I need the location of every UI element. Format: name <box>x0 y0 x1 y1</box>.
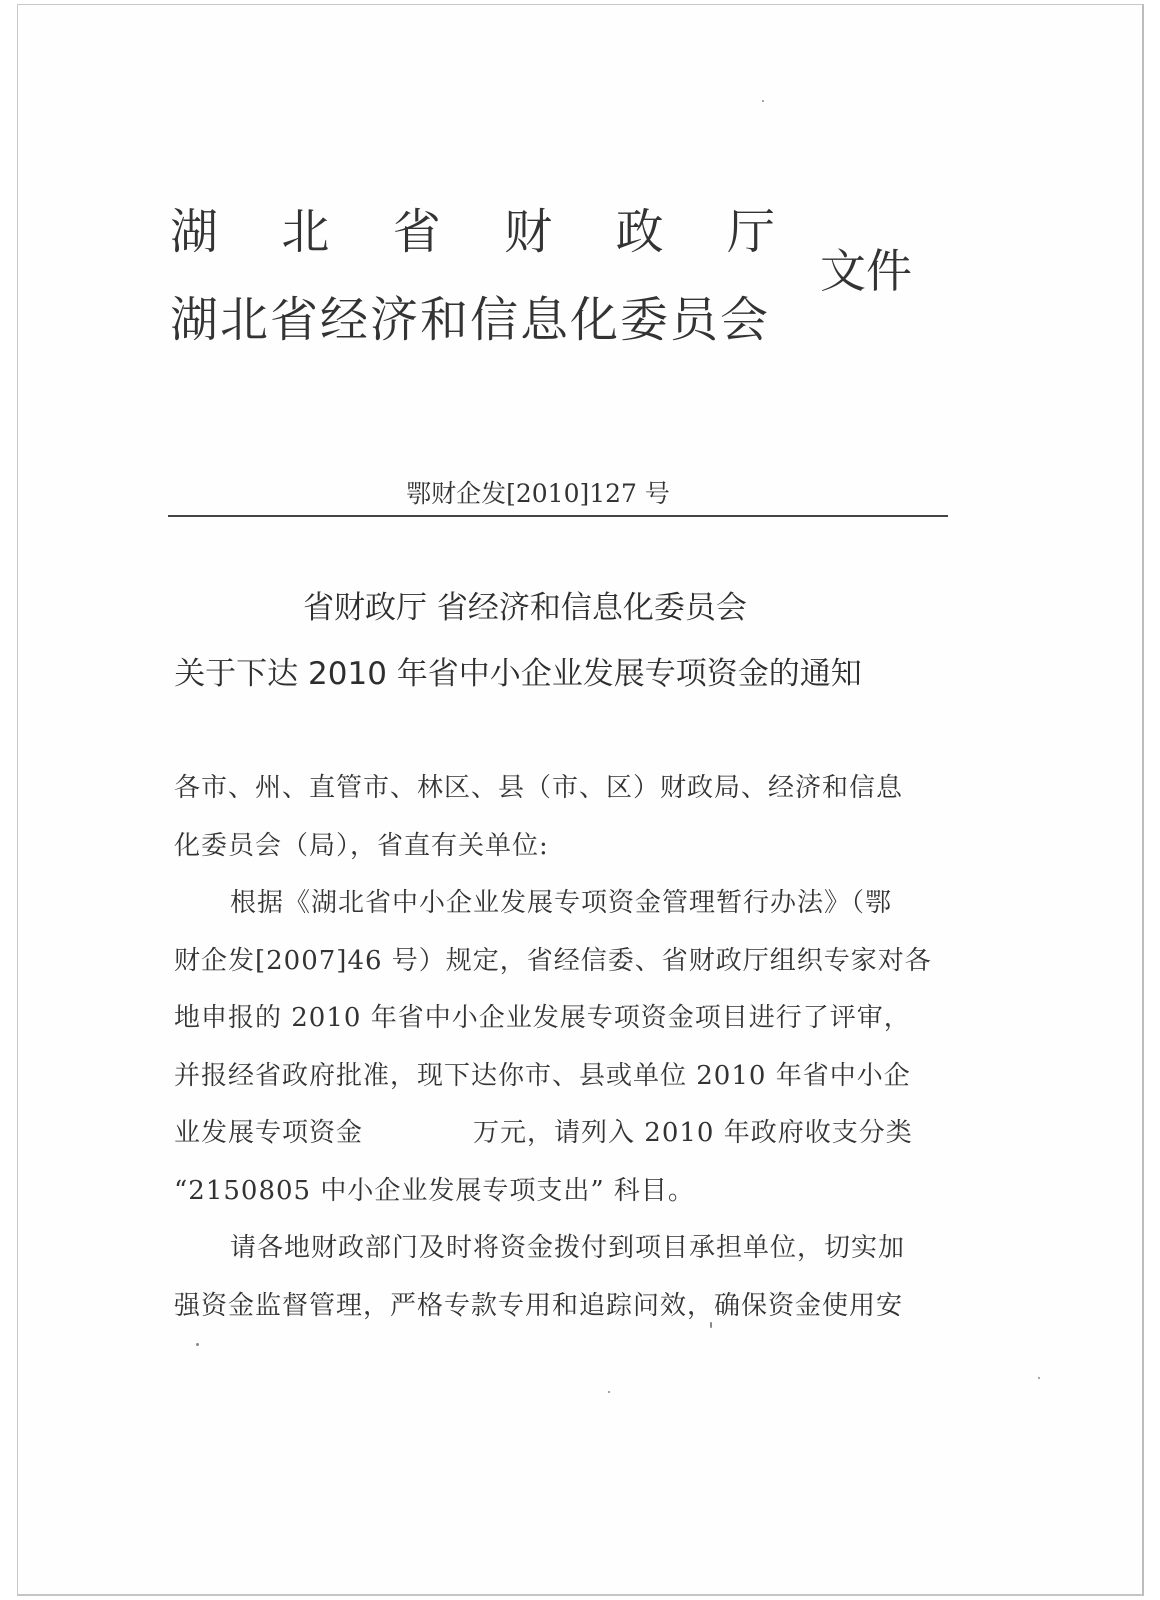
paragraph-text: 万元，请列入 2010 年政府收支分类 <box>473 1118 913 1148</box>
paragraph-line <box>174 1105 954 1163</box>
document-number-text: 鄂财企发[2010]127 号 <box>406 479 670 508</box>
addressee-line: 各市、州、直管市、林区、县（市、区）财政局、经济和信息 <box>174 773 904 803</box>
scan-speck <box>710 1322 712 1328</box>
issuer-char: 厅 <box>726 204 775 260</box>
document-body <box>174 760 954 1335</box>
paragraph-line: “2150805 中小企业发展专项支出” 科目。 <box>174 1175 695 1206</box>
issuer-char: 北 <box>281 204 330 260</box>
document-header <box>170 185 950 348</box>
document-title-line2 <box>0 648 1116 693</box>
scan-speck <box>762 100 764 102</box>
paragraph-text: 业发展专项资金 <box>174 1118 364 1148</box>
scan-speck <box>196 1343 199 1346</box>
paragraph-line: 强资金监督管理，严格专款专用和追踪问效，确保资金使用安 <box>174 1290 904 1321</box>
issuer-finance-department <box>170 193 775 262</box>
addressee-line: 化委员会（局），省直有关单位: <box>174 830 549 861</box>
issuer-char: 财 <box>504 204 553 260</box>
paragraph-line: 请各地财政部门及时将资金拨付到项目承担单位，切实加 <box>230 1233 906 1263</box>
issuer-char: 政 <box>615 204 664 260</box>
title-text: 关于下达 2010 年省中小企业发展专项资金的通知 <box>174 656 862 692</box>
scan-speck <box>608 1391 610 1393</box>
header-divider <box>168 515 948 517</box>
issuer-char: 省 <box>392 204 441 260</box>
document-title-line1 <box>0 582 1116 627</box>
issuer-char: 湖 <box>170 204 219 260</box>
document-suffix: 文件 <box>820 244 912 298</box>
issuer-economy-committee: 湖北省经济和信息化委员会 <box>170 292 771 348</box>
title-text: 省财政厅 省经济和信息化委员会 <box>303 590 747 626</box>
paragraph-line: 财企发[2007]46 号）规定，省经信委、省财政厅组织专家对各 <box>174 945 932 976</box>
paragraph-line: 根据《湖北省中小企业发展专项资金管理暂行办法》（鄂 <box>230 888 893 918</box>
scan-speck <box>1038 1377 1040 1379</box>
paragraph-line: 地申报的 2010 年省中小企业发展专项资金项目进行了评审， <box>174 1003 911 1033</box>
document-number <box>0 474 1116 510</box>
paragraph-line: 并报经省政府批准，现下达你市、县或单位 2010 年省中小企 <box>174 1060 911 1091</box>
